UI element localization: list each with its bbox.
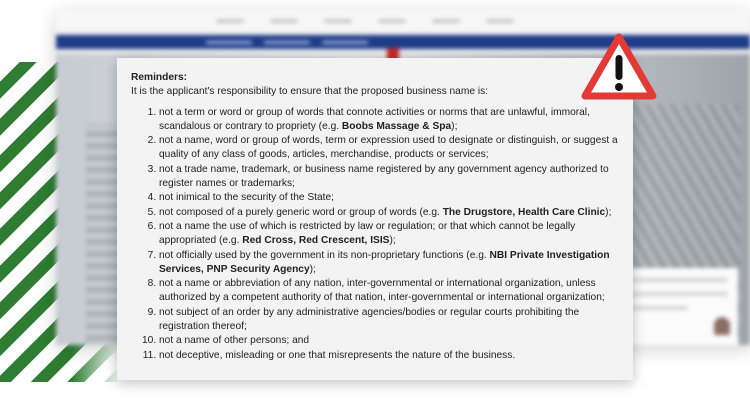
background-top-nav [56, 10, 750, 32]
warning-triangle-icon [580, 32, 658, 102]
reminder-item: 11. not deceptive, misleading or one that misrepresents the nature of the business. [159, 349, 619, 363]
reminder-item: 3. not a trade name, trademark, or business name registered by any government agency authorized to register names or trademarks; [159, 163, 619, 192]
reminder-item: 6. not a name the use of which is restricted by law or regulation; or that which cannot be legally appropriated (e.g. Red Cross, Red Crescent, ISIS); [159, 220, 619, 249]
reminder-item: 7. not officially used by the government in its non-proprietary functions (e.g. NBI Private Investigation Services, PNP Security Agency); [159, 249, 619, 278]
reminder-item: 2. not a name, word or group of words, term or expression used to designate or distinguish, or suggest a quality of any class of goods, articles, merchandise, products or services; [159, 134, 619, 163]
reminder-item: 1. not a term or word or group of words that connote activities or norms that are unlawful, immoral, scandalous or contrary to propriety (e.g. Boobs Massage & Spa); [159, 106, 619, 135]
background-avatar [714, 317, 730, 335]
reminder-item: 8. not a name or abbreviation of any nation, inter-governmental or international organization, unless authorized by a competent authority of that nation, inter-governmental or international organization; [159, 277, 619, 306]
reminders-list [131, 106, 619, 363]
reminder-item: 4. not inimical to the security of the State; [159, 191, 619, 205]
reminder-item: 9. not subject of an order by any administrative agencies/bodies or regular courts prohibiting the registration thereof; [159, 306, 619, 335]
reminders-panel [117, 58, 633, 380]
reminder-item: 10. not a name of other persons; and [159, 334, 619, 348]
reminders-intro: It is the applicant's responsibility to ensure that the proposed business name is: [131, 86, 489, 98]
reminders-heading: Reminders: [131, 72, 188, 83]
reminder-item: 5. not composed of a purely generic word or group of words (e.g. The Drugstore, Health Care Clinic); [159, 206, 619, 220]
